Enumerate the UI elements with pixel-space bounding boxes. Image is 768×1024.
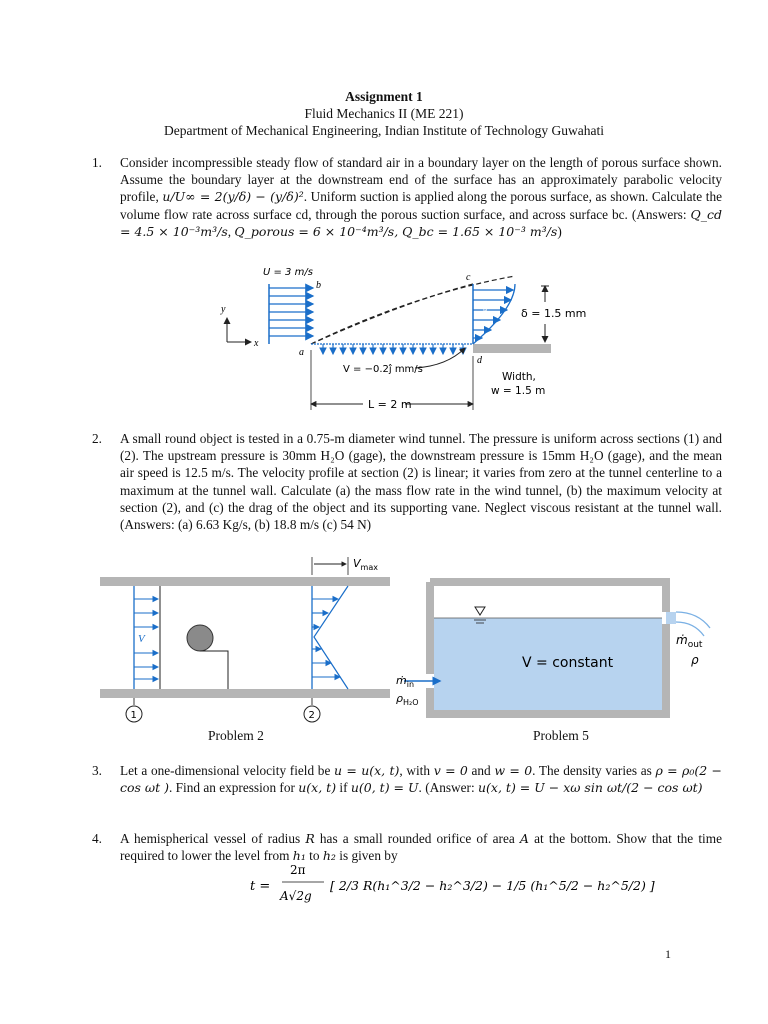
- point-c-label: c: [466, 272, 471, 283]
- vmax-label: [353, 557, 378, 572]
- problem-text: is given by: [335, 848, 398, 864]
- problem-text: . The density varies as: [532, 763, 656, 778]
- drain-time-formula: [250, 862, 655, 908]
- problem-text: to: [305, 848, 323, 864]
- area-symbol: A: [519, 831, 529, 846]
- problem-text: A small round object is tested in a 0.75-m diameter wind tunnel. The pressure is uniform across sections (1) and (2). The upstream pressure is 30mm H₂O (gage), the downstream pressure is 15mm H₂O (gage), and the mean air speed is 12.5 m/s. The velocity profile at section (2) is linear; it varies from zero at the tunnel centerline to a maximum at the tunnel wall. Calculate (a) the mass flow rate in the wind tunnel, (b) the maximum velocity at section (2), and (c) the drag of the object and its supporting vane. Neglect viscous resistant at the tunnel wall. (Answers: (a) 6.63 Kg/s, (b) 18.8 m/s (c) 54 N): [120, 431, 722, 533]
- formula-numerator: 2π: [290, 863, 306, 877]
- y-axis-label: y: [221, 304, 226, 315]
- answer-qporous-qbc: Q_porous = 6 × 10⁻⁴m³/s, Q_bc = 1.65 × 10⁻³ m³/s: [234, 223, 558, 239]
- mdot-in-label: [396, 674, 414, 689]
- vmax-symbol: V: [353, 557, 361, 570]
- w-eq: w = 0: [494, 763, 533, 778]
- course-title: Fluid Mechanics II (ME 221): [304, 106, 464, 121]
- boundary-condition-eq: u(0, t) = U: [350, 780, 419, 796]
- problem-4: [92, 830, 722, 864]
- velocity-profile-equation: u/U∞ = 2(y/δ) − (y/δ)²: [162, 189, 304, 205]
- problem-number: 2.: [92, 431, 102, 446]
- density-eq: ρ = ρ₀(2 − cos ωt ): [120, 763, 722, 796]
- point-d-label: d: [477, 355, 482, 366]
- vmax-subscript: max: [360, 563, 378, 572]
- problem-text: ): [557, 223, 562, 239]
- v-eq: v = 0: [433, 763, 468, 778]
- problem-number: 4.: [92, 831, 102, 846]
- problem-number: 1.: [92, 155, 102, 170]
- department-line: Department of Mechanical Engineering, Indian Institute of Technology Guwahati: [163, 123, 605, 138]
- problem-number: 3.: [92, 763, 102, 778]
- problem-text: if: [336, 780, 351, 796]
- formula-body: [ 2/3 R(h₁^3/2 − h₂^3/2) − 1/5 (h₁^5/2 − h₂^5/2) ]: [330, 878, 655, 893]
- boundary-layer-figure: [215, 262, 605, 418]
- mdot-out-label: [676, 633, 703, 650]
- wind-tunnel-figure: [100, 555, 390, 723]
- problem-1: 1. Consider incompressible steady flow of standard air in a boundary layer on the length of porous surface shown. Assume the boundary layer at the downstream end of the surface has an approximately parabolic velocity profile, u/U∞ = 2(y/δ) − (y/δ)². Uniform suction is applied along the porous surface, as shown. Calculate the volume flow rate across surface cd, through the porous suction surface, and across surface bc. (Answers: Q_cd = 4.5 × 10⁻³m³/s, Q_porous = 6 × 10⁻⁴m³/s, Q_bc = 1.65 × 10⁻³ m³/s): [92, 155, 722, 239]
- h1-symbol: h₁: [292, 848, 306, 864]
- problem-text: at the bottom. Show that the time required to lower the level from: [120, 831, 722, 864]
- problem-text: , with: [399, 763, 434, 778]
- rho-out-label: ρ: [691, 653, 699, 667]
- problem-text: has a small rounded orifice of area: [314, 831, 520, 846]
- freestream-label: U = 3 m/s: [263, 267, 313, 278]
- delta-label: δ = 1.5 mm: [521, 307, 587, 320]
- profile-u-label: u: [483, 303, 488, 313]
- problem-text: . (Answer:: [418, 780, 478, 796]
- problem-text: Consider incompressible steady flow of standard air in a boundary layer on the length of porous surface shown. Assume the boundary layer at the downstream end of the surface has an approximately parabolic velocity profile,: [120, 155, 722, 205]
- assignment-title: Assignment 1: [345, 89, 423, 104]
- rho-in-subscript: H₂O: [402, 698, 419, 707]
- answer-qcd: Q_cd = 4.5 × 10⁻³m³/s: [120, 206, 722, 239]
- formula-lhs: t =: [250, 879, 271, 894]
- problem-text: . Uniform suction is applied along the porous surface, as shown. Calculate the volume flow rate across surface cd, through the porous suction surface, and across surface bc. (Answers:: [120, 189, 722, 222]
- problem-5-caption: Problem 5: [533, 728, 589, 743]
- problem-text: A hemispherical vessel of radius: [120, 831, 306, 846]
- width-label: Width,: [502, 371, 536, 383]
- mdot-in-symbol: ṁ: [396, 674, 407, 687]
- rho-in-symbol: ρ: [396, 692, 403, 705]
- u-xt-eq: u(x, t): [298, 780, 337, 796]
- page-number: 1: [665, 947, 671, 961]
- x-axis-label: x: [254, 338, 259, 349]
- tank-figure: [388, 578, 718, 718]
- mdot-out-subscript: out: [687, 640, 703, 650]
- problem-3: [92, 762, 722, 796]
- point-b-label: b: [316, 280, 321, 291]
- problem-text: . Find an expression for: [168, 780, 299, 796]
- answer-eq: u(x, t) = U − xω sin ωt/(2 − cos ωt): [478, 780, 703, 796]
- width-value: w = 1.5 m: [491, 385, 546, 397]
- point-a-label: a: [299, 347, 304, 358]
- mdot-in-subscript: in: [406, 680, 415, 689]
- problem-text: and: [467, 763, 495, 778]
- length-label: L = 2 m: [368, 398, 412, 411]
- mean-velocity-label: V: [138, 633, 145, 645]
- problem-2-caption: Problem 2: [208, 728, 264, 743]
- rho-in-label: [396, 692, 419, 707]
- suction-velocity-label: V = −0.2ĵ mm/s: [343, 364, 423, 375]
- mdot-out-symbol: ṁ: [676, 633, 688, 647]
- problem-text: Let a one-dimensional velocity field be: [120, 763, 335, 778]
- formula-denominator: A√2g: [280, 889, 312, 903]
- section-2-label: 2: [308, 710, 315, 721]
- section-1-label: 1: [130, 710, 137, 721]
- radius-symbol: R: [305, 831, 315, 846]
- h2-symbol: h₂: [322, 848, 336, 864]
- problem-2: [92, 430, 722, 533]
- velocity-field-eq: u = u(x, t): [334, 763, 400, 778]
- volume-constant-label: V = constant: [522, 655, 614, 671]
